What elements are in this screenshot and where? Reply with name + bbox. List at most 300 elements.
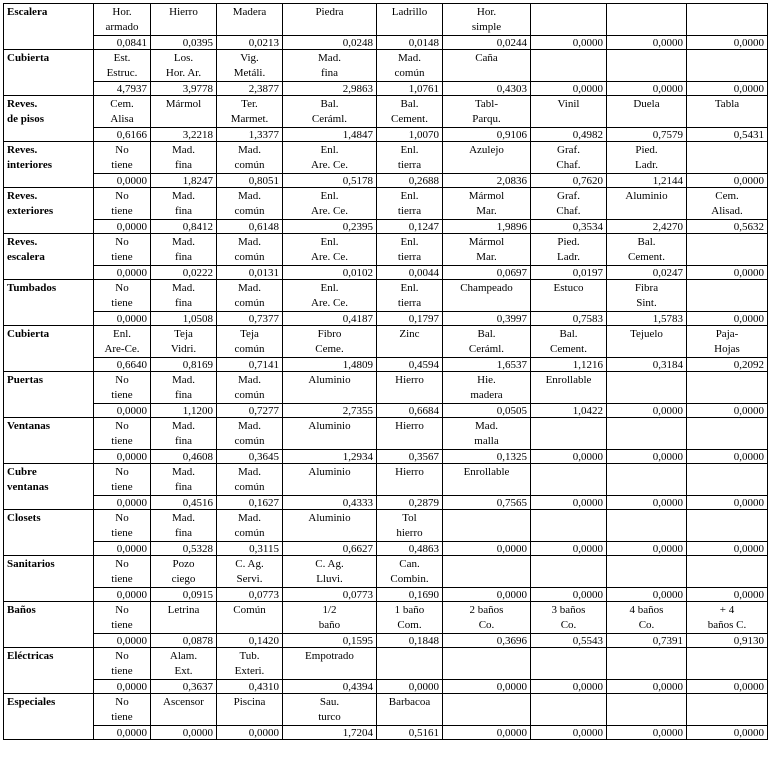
option-label xyxy=(687,280,768,312)
coefficient-value: 1,2144 xyxy=(607,174,687,188)
coefficient-value: 0,0000 xyxy=(607,36,687,50)
coefficient-value: 0,0244 xyxy=(443,36,531,50)
coefficient-value: 0,4863 xyxy=(377,542,443,556)
category-label: Cubierta xyxy=(4,50,94,96)
coefficient-value: 0,5328 xyxy=(151,542,217,556)
coefficient-value: 0,0213 xyxy=(217,36,283,50)
coefficient-value: 1,0508 xyxy=(151,312,217,326)
value-row xyxy=(4,358,768,372)
option-label: C. Ag. Lluvi. xyxy=(283,556,377,588)
option-label xyxy=(687,372,768,404)
coefficient-value: 0,0000 xyxy=(94,450,151,464)
option-label xyxy=(607,50,687,82)
coefficient-value: 0,2879 xyxy=(377,496,443,510)
coefficient-value: 0,3534 xyxy=(531,220,607,234)
option-label xyxy=(607,372,687,404)
value-row xyxy=(4,680,768,694)
coefficient-value: 1,3377 xyxy=(217,128,283,142)
option-label: Bal. Cement. xyxy=(531,326,607,358)
option-label: Alam. Ext. xyxy=(151,648,217,680)
label-row xyxy=(4,510,768,542)
option-label: Madera xyxy=(217,4,283,36)
option-label: No tiene xyxy=(94,648,151,680)
category-label: Baños xyxy=(4,602,94,648)
option-label xyxy=(607,556,687,588)
coefficient-value: 0,0000 xyxy=(217,726,283,740)
option-label xyxy=(687,556,768,588)
coefficient-table xyxy=(3,3,768,740)
coefficient-value: 0,7391 xyxy=(607,634,687,648)
coefficient-value: 0,0000 xyxy=(687,726,768,740)
option-label: Barbacoa xyxy=(377,694,443,726)
coefficient-value: 0,1247 xyxy=(377,220,443,234)
coefficient-value: 0,0000 xyxy=(531,82,607,96)
option-label xyxy=(443,694,531,726)
label-row xyxy=(4,648,768,680)
option-label: Tabla xyxy=(687,96,768,128)
option-label: Teja común xyxy=(217,326,283,358)
value-row xyxy=(4,266,768,280)
option-label: Tub. Exteri. xyxy=(217,648,283,680)
option-label: Mad. fina xyxy=(151,418,217,450)
coefficient-value: 2,7355 xyxy=(283,404,377,418)
coefficient-value: 0,0915 xyxy=(151,588,217,602)
coefficient-value: 0,8412 xyxy=(151,220,217,234)
option-label: Tejuelo xyxy=(607,326,687,358)
coefficient-value: 0,0000 xyxy=(607,82,687,96)
label-row xyxy=(4,188,768,220)
option-label xyxy=(687,510,768,542)
coefficient-value: 0,0000 xyxy=(607,680,687,694)
option-label: Ladrillo xyxy=(377,4,443,36)
coefficient-value: 0,3115 xyxy=(217,542,283,556)
option-label: Mad. fina xyxy=(283,50,377,82)
option-label: No tiene xyxy=(94,694,151,726)
coefficient-value: 0,0000 xyxy=(687,174,768,188)
coefficient-value: 0,1627 xyxy=(217,496,283,510)
value-row xyxy=(4,726,768,740)
coefficient-value: 1,5783 xyxy=(607,312,687,326)
option-label: Mad. fina xyxy=(151,372,217,404)
option-label: Mad. común xyxy=(217,142,283,174)
option-label xyxy=(531,510,607,542)
value-row xyxy=(4,542,768,556)
option-label: No tiene xyxy=(94,602,151,634)
option-label: Vinil xyxy=(531,96,607,128)
option-label: Hie. madera xyxy=(443,372,531,404)
option-label: Est. Estruc. xyxy=(94,50,151,82)
category-label: Reves. interiores xyxy=(4,142,94,188)
coefficient-value: 0,0000 xyxy=(687,82,768,96)
option-label xyxy=(531,50,607,82)
coefficient-value: 0,7579 xyxy=(607,128,687,142)
coefficient-value: 0,7377 xyxy=(217,312,283,326)
option-label: Bal. Cement. xyxy=(607,234,687,266)
label-row xyxy=(4,96,768,128)
option-label xyxy=(607,4,687,36)
label-row xyxy=(4,280,768,312)
coefficient-value: 0,0000 xyxy=(687,588,768,602)
option-label xyxy=(687,694,768,726)
coefficient-value: 0,0000 xyxy=(531,36,607,50)
coefficient-value: 2,9863 xyxy=(283,82,377,96)
coefficient-value: 0,0395 xyxy=(151,36,217,50)
option-label: Hierro xyxy=(377,418,443,450)
value-row xyxy=(4,404,768,418)
coefficient-value: 0,0222 xyxy=(151,266,217,280)
coefficient-value: 1,4809 xyxy=(283,358,377,372)
coefficient-value: 0,0000 xyxy=(94,588,151,602)
label-row xyxy=(4,50,768,82)
coefficient-value: 0,3567 xyxy=(377,450,443,464)
option-label xyxy=(687,50,768,82)
coefficient-value: 0,1325 xyxy=(443,450,531,464)
value-row xyxy=(4,82,768,96)
label-row xyxy=(4,326,768,358)
option-label: Can. Combin. xyxy=(377,556,443,588)
category-label: Cubierta xyxy=(4,326,94,372)
category-label: Tumbados xyxy=(4,280,94,326)
coefficient-value: 0,0000 xyxy=(607,588,687,602)
coefficient-value: 0,4982 xyxy=(531,128,607,142)
coefficient-value: 0,0000 xyxy=(151,726,217,740)
coefficient-value: 0,9106 xyxy=(443,128,531,142)
option-label: Azulejo xyxy=(443,142,531,174)
option-label: 4 baños Co. xyxy=(607,602,687,634)
option-label xyxy=(687,464,768,496)
coefficient-value: 1,2934 xyxy=(283,450,377,464)
coefficient-value: 0,0000 xyxy=(687,312,768,326)
coefficient-value: 0,7141 xyxy=(217,358,283,372)
coefficient-value: 0,4310 xyxy=(217,680,283,694)
coefficient-value: 0,5543 xyxy=(531,634,607,648)
coefficient-value: 2,3877 xyxy=(217,82,283,96)
coefficient-value: 0,0000 xyxy=(531,450,607,464)
coefficient-value: 2,4270 xyxy=(607,220,687,234)
option-label: Fibra Sint. xyxy=(607,280,687,312)
option-label: Mad. común xyxy=(217,372,283,404)
coefficient-value: 0,0000 xyxy=(94,404,151,418)
coefficient-value: 0,0044 xyxy=(377,266,443,280)
coefficient-value: 1,1216 xyxy=(531,358,607,372)
coefficient-value: 0,2395 xyxy=(283,220,377,234)
option-label: + 4 baños C. xyxy=(687,602,768,634)
coefficient-value: 0,0000 xyxy=(94,266,151,280)
coefficient-value: 0,0000 xyxy=(531,496,607,510)
label-row xyxy=(4,418,768,450)
option-label xyxy=(687,4,768,36)
option-label: 1/2 baño xyxy=(283,602,377,634)
option-label xyxy=(531,694,607,726)
option-label: No tiene xyxy=(94,234,151,266)
coefficient-value: 0,7565 xyxy=(443,496,531,510)
coefficient-value: 0,0000 xyxy=(607,450,687,464)
option-label: Vig. Metáli. xyxy=(217,50,283,82)
coefficient-value: 0,0000 xyxy=(94,312,151,326)
coefficient-value: 0,5632 xyxy=(687,220,768,234)
option-label: Ter. Marmet. xyxy=(217,96,283,128)
option-label: Hor. simple xyxy=(443,4,531,36)
option-label: Enl. tierra xyxy=(377,188,443,220)
option-label: Pied. Ladr. xyxy=(607,142,687,174)
label-row xyxy=(4,142,768,174)
coefficient-value: 0,0000 xyxy=(443,588,531,602)
label-row xyxy=(4,234,768,266)
category-label: Sanitarios xyxy=(4,556,94,602)
coefficient-value: 1,8247 xyxy=(151,174,217,188)
option-label: Enl. Are-Ce. xyxy=(94,326,151,358)
coefficient-value: 0,4394 xyxy=(283,680,377,694)
coefficient-value: 0,7583 xyxy=(531,312,607,326)
option-label xyxy=(443,556,531,588)
coefficient-value: 0,0247 xyxy=(607,266,687,280)
option-label: Común xyxy=(217,602,283,634)
option-label xyxy=(687,142,768,174)
option-label: Enl. Are. Ce. xyxy=(283,188,377,220)
option-label: No tiene xyxy=(94,464,151,496)
option-label: Mad. común xyxy=(217,510,283,542)
option-label: Enl. Are. Ce. xyxy=(283,142,377,174)
option-label: No tiene xyxy=(94,418,151,450)
coefficient-value: 0,0000 xyxy=(443,726,531,740)
option-label: Hor. armado xyxy=(94,4,151,36)
coefficient-value: 0,0697 xyxy=(443,266,531,280)
option-label: Fibro Ceme. xyxy=(283,326,377,358)
category-label: Escalera xyxy=(4,4,94,50)
value-row xyxy=(4,634,768,648)
coefficient-value: 0,0841 xyxy=(94,36,151,50)
coefficient-value: 0,0000 xyxy=(687,496,768,510)
category-label: Closets xyxy=(4,510,94,556)
option-label xyxy=(531,418,607,450)
option-label: Cem. Alisad. xyxy=(687,188,768,220)
coefficient-value: 0,0000 xyxy=(687,404,768,418)
coefficient-value: 0,0000 xyxy=(94,680,151,694)
coefficient-value: 0,0000 xyxy=(687,680,768,694)
coefficient-value: 0,0000 xyxy=(687,266,768,280)
option-label: Aluminio xyxy=(283,464,377,496)
coefficient-value: 0,6148 xyxy=(217,220,283,234)
coefficient-value: 0,0000 xyxy=(607,496,687,510)
coefficient-value: 0,4594 xyxy=(377,358,443,372)
coefficient-value: 1,0070 xyxy=(377,128,443,142)
option-label: Mármol Mar. xyxy=(443,234,531,266)
coefficient-value: 0,8169 xyxy=(151,358,217,372)
coefficient-value: 0,0197 xyxy=(531,266,607,280)
coefficient-value: 0,0000 xyxy=(531,542,607,556)
option-label: Piscina xyxy=(217,694,283,726)
option-label: Mármol xyxy=(151,96,217,128)
coefficient-value: 0,7277 xyxy=(217,404,283,418)
option-label: Hierro xyxy=(377,464,443,496)
option-label: 1 baño Com. xyxy=(377,602,443,634)
option-label: No tiene xyxy=(94,510,151,542)
coefficient-value: 0,2688 xyxy=(377,174,443,188)
coefficient-value: 0,0000 xyxy=(94,496,151,510)
coefficient-value: 0,9130 xyxy=(687,634,768,648)
option-label: C. Ag. Servi. xyxy=(217,556,283,588)
coefficient-value: 4,7937 xyxy=(94,82,151,96)
coefficient-value: 0,3696 xyxy=(443,634,531,648)
coefficient-value: 0,0000 xyxy=(687,542,768,556)
option-label: Enrollable xyxy=(443,464,531,496)
value-row xyxy=(4,312,768,326)
coefficient-value: 0,0000 xyxy=(531,726,607,740)
option-label: No tiene xyxy=(94,556,151,588)
option-label: Mad. común xyxy=(377,50,443,82)
coefficient-value: 0,3184 xyxy=(607,358,687,372)
option-label: Mad. común xyxy=(217,464,283,496)
option-label: Hierro xyxy=(151,4,217,36)
coefficient-value: 1,9896 xyxy=(443,220,531,234)
option-label: Tabl- Parqu. xyxy=(443,96,531,128)
coefficient-value: 1,4847 xyxy=(283,128,377,142)
coefficient-value: 1,0761 xyxy=(377,82,443,96)
coefficient-value: 0,4187 xyxy=(283,312,377,326)
coefficient-value: 0,0131 xyxy=(217,266,283,280)
option-label: Mad. fina xyxy=(151,464,217,496)
coefficient-value: 3,2218 xyxy=(151,128,217,142)
value-row xyxy=(4,128,768,142)
category-label: Reves. exteriores xyxy=(4,188,94,234)
option-label xyxy=(607,510,687,542)
option-label xyxy=(531,648,607,680)
coefficient-value: 0,6166 xyxy=(94,128,151,142)
coefficient-value: 0,0773 xyxy=(283,588,377,602)
coefficient-value: 0,7620 xyxy=(531,174,607,188)
coefficient-value: 0,0000 xyxy=(443,680,531,694)
coefficient-value: 0,0000 xyxy=(94,726,151,740)
coefficient-value: 0,5178 xyxy=(283,174,377,188)
option-label: Mad. fina xyxy=(151,142,217,174)
coefficient-value: 0,0878 xyxy=(151,634,217,648)
option-label: Mad. fina xyxy=(151,188,217,220)
coefficient-value: 0,0000 xyxy=(443,542,531,556)
coefficient-value: 0,1420 xyxy=(217,634,283,648)
option-label: Mad. fina xyxy=(151,510,217,542)
category-label: Reves. escalera xyxy=(4,234,94,280)
option-label xyxy=(377,648,443,680)
coefficient-value: 0,0000 xyxy=(94,220,151,234)
category-label: Especiales xyxy=(4,694,94,740)
option-label: Enl. Are. Ce. xyxy=(283,234,377,266)
option-label: Mad. común xyxy=(217,418,283,450)
coefficient-value: 0,0000 xyxy=(687,36,768,50)
coefficient-value: 0,3637 xyxy=(151,680,217,694)
coefficient-value: 0,1595 xyxy=(283,634,377,648)
option-label: Mad. común xyxy=(217,188,283,220)
category-label: Cubre ventanas xyxy=(4,464,94,510)
option-label: Hierro xyxy=(377,372,443,404)
coefficient-value: 0,0000 xyxy=(531,680,607,694)
option-label: Mad. común xyxy=(217,280,283,312)
option-label: 2 baños Co. xyxy=(443,602,531,634)
coefficient-value: 0,0000 xyxy=(607,542,687,556)
coefficient-value: 3,9778 xyxy=(151,82,217,96)
option-label: No tiene xyxy=(94,280,151,312)
option-label: Piedra xyxy=(283,4,377,36)
option-label: Pozo ciego xyxy=(151,556,217,588)
option-label xyxy=(687,418,768,450)
value-row xyxy=(4,588,768,602)
coefficient-value: 0,1797 xyxy=(377,312,443,326)
option-label: Zinc xyxy=(377,326,443,358)
option-label: Bal. Ceráml. xyxy=(443,326,531,358)
coefficient-value: 0,4608 xyxy=(151,450,217,464)
option-label: Champeado xyxy=(443,280,531,312)
option-label xyxy=(687,648,768,680)
option-label: Enrollable xyxy=(531,372,607,404)
coefficient-value: 1,0422 xyxy=(531,404,607,418)
option-label: Los. Hor. Ar. xyxy=(151,50,217,82)
option-label: Empotrado xyxy=(283,648,377,680)
option-label: Mármol Mar. xyxy=(443,188,531,220)
option-label xyxy=(531,556,607,588)
label-row xyxy=(4,694,768,726)
option-label: Cem. Alisa xyxy=(94,96,151,128)
value-row xyxy=(4,174,768,188)
value-row xyxy=(4,450,768,464)
label-row xyxy=(4,602,768,634)
option-label xyxy=(531,464,607,496)
label-row xyxy=(4,464,768,496)
option-label xyxy=(607,418,687,450)
option-label: Mad. fina xyxy=(151,234,217,266)
coefficient-value: 0,3997 xyxy=(443,312,531,326)
option-label: Graf. Chaf. xyxy=(531,188,607,220)
option-label: Mad. fina xyxy=(151,280,217,312)
coefficient-value: 2,0836 xyxy=(443,174,531,188)
option-label xyxy=(687,234,768,266)
option-label xyxy=(531,4,607,36)
category-label: Ventanas xyxy=(4,418,94,464)
value-row xyxy=(4,36,768,50)
option-label: Estuco xyxy=(531,280,607,312)
label-row xyxy=(4,372,768,404)
option-label: Pied. Ladr. xyxy=(531,234,607,266)
option-label: Enl. tierra xyxy=(377,280,443,312)
category-label: Eléctricas xyxy=(4,648,94,694)
option-label: Mad. común xyxy=(217,234,283,266)
option-label: No tiene xyxy=(94,142,151,174)
value-row xyxy=(4,220,768,234)
option-label: Bal. Ceráml. xyxy=(283,96,377,128)
coefficient-value: 0,0000 xyxy=(687,450,768,464)
coefficient-value: 0,4516 xyxy=(151,496,217,510)
coefficient-value: 0,6684 xyxy=(377,404,443,418)
coefficient-value: 1,1200 xyxy=(151,404,217,418)
coefficient-value: 0,0000 xyxy=(607,726,687,740)
coefficient-value: 0,1848 xyxy=(377,634,443,648)
label-row xyxy=(4,556,768,588)
option-label xyxy=(607,464,687,496)
coefficient-value: 0,4333 xyxy=(283,496,377,510)
coefficient-value: 0,5431 xyxy=(687,128,768,142)
coefficient-value: 0,0000 xyxy=(94,174,151,188)
option-label: Tol hierro xyxy=(377,510,443,542)
coefficient-value: 0,0000 xyxy=(94,634,151,648)
coefficient-value: 0,6640 xyxy=(94,358,151,372)
option-label: No tiene xyxy=(94,188,151,220)
option-label xyxy=(443,510,531,542)
coefficient-value: 0,0000 xyxy=(377,680,443,694)
option-label xyxy=(607,694,687,726)
option-label: 3 baños Co. xyxy=(531,602,607,634)
option-label: Sau. turco xyxy=(283,694,377,726)
coefficient-value: 1,7204 xyxy=(283,726,377,740)
coefficient-value: 0,6627 xyxy=(283,542,377,556)
coefficient-value: 0,0773 xyxy=(217,588,283,602)
